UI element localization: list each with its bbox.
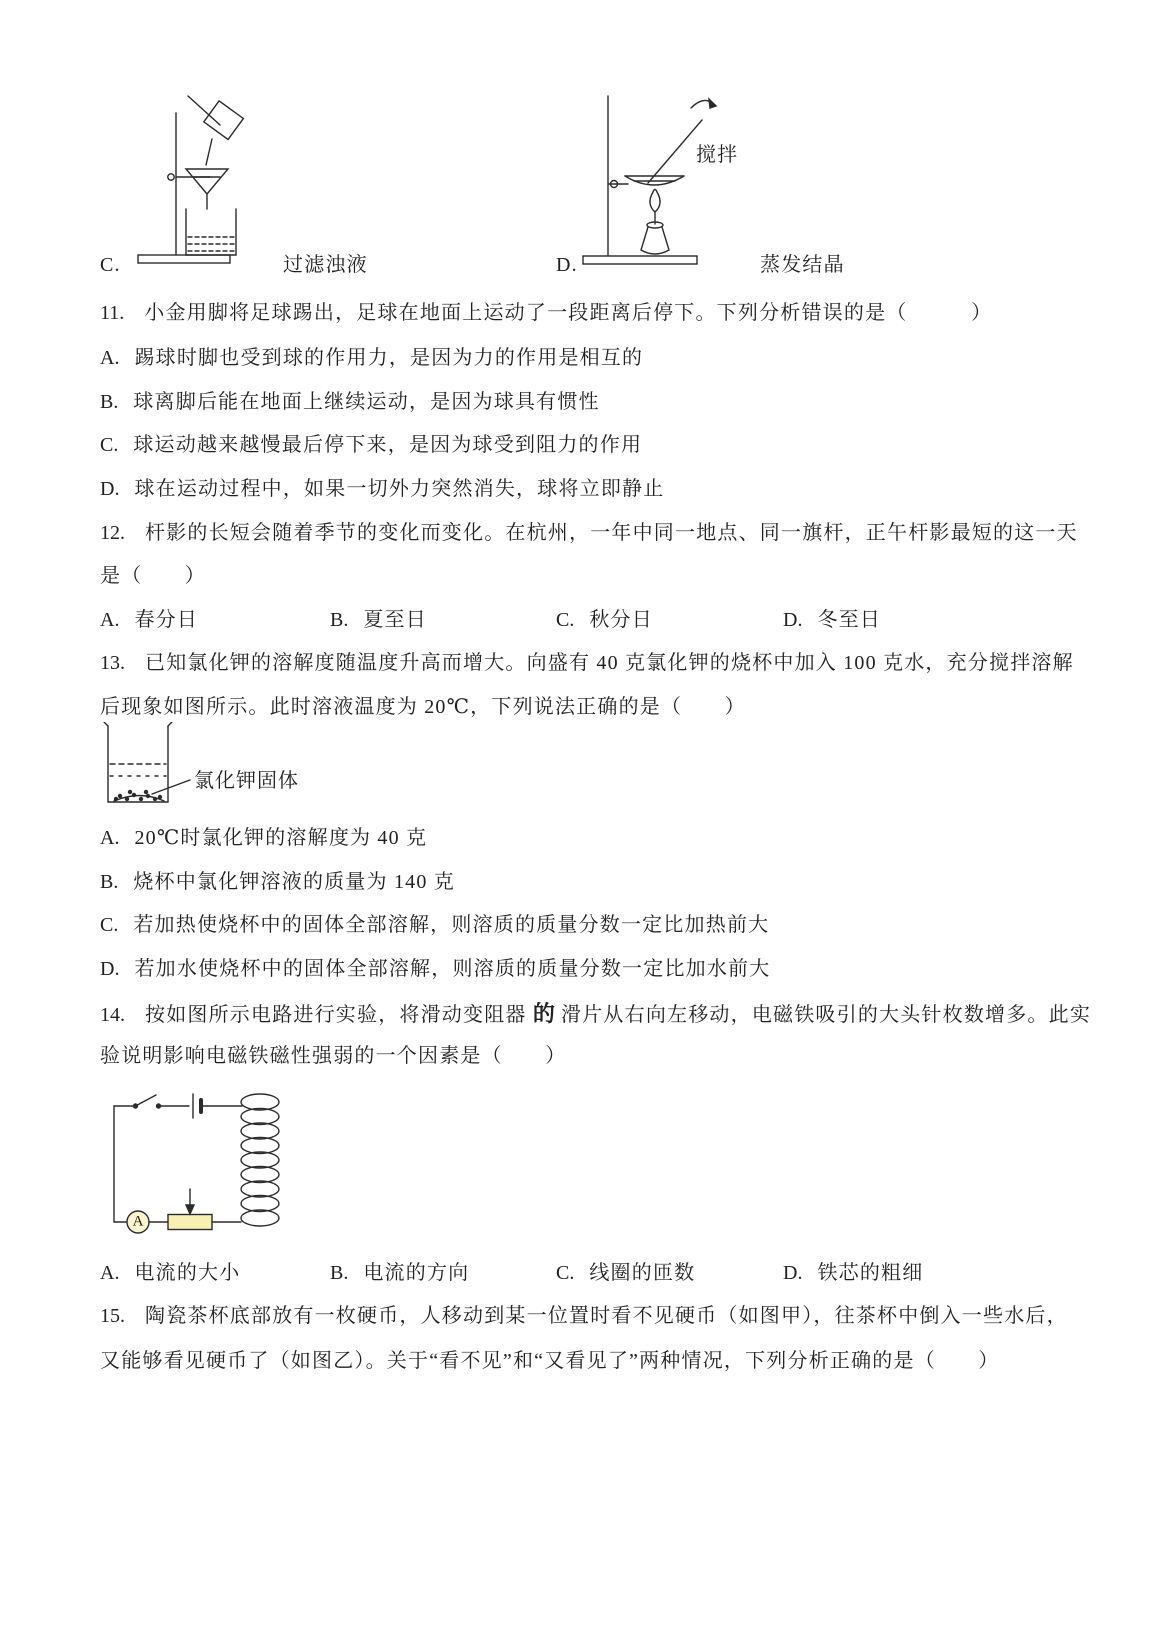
electromagnet-circuit-figure <box>100 1086 298 1238</box>
question-number: 13. <box>100 652 125 674</box>
option-label: A. <box>100 347 120 369</box>
question-11-option-c <box>100 432 642 458</box>
question-13-option-b <box>100 869 455 895</box>
question-15-stem-line2: 又能够看见硬币了（如图乙）。关于“看不见”和“又看见了”两种情况，下列分析正确的是（ ） <box>100 1350 1000 1372</box>
option-text: 球离脚后能在地面上继续运动，是因为球具有惯性 <box>133 391 600 413</box>
stir-arrowhead <box>709 99 716 108</box>
beaker-kcl-figure <box>100 722 192 812</box>
option-text: 20℃时氯化钾的溶解度为 40 克 <box>134 827 428 849</box>
solid-dot <box>154 798 157 801</box>
option-label: D. <box>783 609 803 631</box>
coil-loop <box>241 1094 279 1110</box>
receiving-beaker <box>186 209 236 255</box>
question-14-option-c <box>556 1260 695 1286</box>
question-13-option-a <box>100 825 427 851</box>
lamp-body <box>641 227 669 254</box>
solid-dot <box>145 791 148 794</box>
question-number: 12. <box>100 522 125 544</box>
solid-dot <box>159 796 162 799</box>
option-label: D. <box>100 958 120 980</box>
question-12-option-a <box>100 607 198 633</box>
question-12-option-b <box>330 607 427 633</box>
question-14-stem-line1 <box>100 1000 1091 1029</box>
option-label: A. <box>100 1262 120 1284</box>
solid-dot <box>129 791 132 794</box>
option-text: 踢球时脚也受到球的作用力，是因为力的作用是相互的 <box>134 347 644 369</box>
pouring-beaker <box>204 101 244 140</box>
option-d-label: D. <box>556 254 578 276</box>
question-14-option-b <box>330 1260 469 1286</box>
flame <box>650 190 660 213</box>
option-text: 电流的大小 <box>134 1262 241 1284</box>
stem-text: 已知氯化钾的溶解度随温度升高而增大。向盛有 40 克氯化钾的烧杯中加入 100 克水，充分搅拌溶解 <box>145 652 1074 674</box>
switch-lever <box>136 1095 157 1106</box>
funnel <box>186 169 228 194</box>
question-11-option-d <box>100 476 664 502</box>
option-label: D. <box>100 478 120 500</box>
option-label: C. <box>100 914 119 936</box>
beaker-lip <box>104 722 108 726</box>
slider-arrowhead <box>186 1205 194 1214</box>
question-11-option-b <box>100 389 600 415</box>
stem-text: 杆影的长短会随着季节的变化而变化。在杭州，一年中同一地点、同一旗杆，正午杆影最短的这一天 <box>145 522 1078 544</box>
coil-loop <box>241 1196 279 1212</box>
evaporation-apparatus-figure <box>578 86 728 278</box>
option-text: 线圈的匝数 <box>589 1262 696 1284</box>
question-11-option-a <box>100 345 643 371</box>
question-number: 11. <box>100 302 125 324</box>
stir-annotation: 搅拌 <box>696 144 738 166</box>
stem-text: 按如图所示电路进行实验，将滑动变阻器 <box>145 1004 533 1026</box>
option-label: C. <box>100 434 119 456</box>
coil-loop <box>241 1138 279 1154</box>
question-12-option-d <box>783 607 881 633</box>
option-text: 春分日 <box>134 609 199 631</box>
question-13-option-d <box>100 956 770 982</box>
option-text: 电流的方向 <box>363 1262 470 1284</box>
option-text: 夏至日 <box>363 609 427 631</box>
figure-d-caption: 蒸发结晶 <box>760 254 845 276</box>
question-12-stem-line1 <box>100 520 1078 546</box>
option-label: B. <box>100 871 119 893</box>
question-number: 14. <box>100 1004 125 1026</box>
option-text: 秋分日 <box>589 609 653 631</box>
kcl-solid-label: 氯化钾固体 <box>194 770 299 792</box>
option-c-label: C. <box>100 254 121 276</box>
figure-c-caption: 过滤浊液 <box>283 254 368 276</box>
solid-dot <box>133 794 136 797</box>
solid-dot <box>115 798 118 801</box>
question-13-stem-line2: 后现象如图所示。此时溶液温度为 20℃，下列说法正确的是（ ） <box>100 696 746 718</box>
question-15-stem-line1 <box>100 1303 1068 1329</box>
solid-dot <box>126 798 129 801</box>
label-pointer <box>152 780 190 794</box>
option-label: C. <box>556 609 575 631</box>
option-text: 若加水使烧杯中的固体全部溶解，则溶质的质量分数一定比加水前大 <box>134 958 771 980</box>
option-label: B. <box>330 609 349 631</box>
option-text: 烧杯中氯化钾溶液的质量为 140 克 <box>133 871 455 893</box>
liquid-stream <box>206 139 212 165</box>
question-13-stem-line1 <box>100 650 1074 676</box>
stirring-rod <box>648 120 702 183</box>
stem-text: 小金用脚将足球踢出，足球在地面上运动了一段距离后停下。下列分析错误的是（ ） <box>144 302 993 324</box>
question-14-stem-line2: 验说明影响电磁铁磁性强弱的一个因素是（ ） <box>100 1045 567 1067</box>
option-label: D. <box>783 1262 803 1284</box>
clamp-screw <box>168 174 174 180</box>
question-12-stem-line2: 是（ ） <box>100 565 206 587</box>
ammeter-letter: A <box>132 1213 144 1230</box>
option-text: 冬至日 <box>817 609 882 631</box>
option-label: A. <box>100 827 120 849</box>
coil-loop <box>241 1123 279 1139</box>
question-14-option-d <box>783 1260 923 1286</box>
question-11-stem <box>100 300 992 326</box>
coil-loop <box>241 1210 279 1226</box>
option-text: 球运动越来越慢最后停下来，是因为球受到阻力的作用 <box>133 434 643 456</box>
coil-loop <box>241 1109 279 1125</box>
option-label: A. <box>100 609 120 631</box>
option-text: 铁芯的粗细 <box>817 1262 924 1284</box>
option-label: B. <box>330 1262 349 1284</box>
stem-text: 滑片从右向左移动，电磁铁吸引的大头针枚数增多。此实 <box>554 1004 1092 1026</box>
option-text: 球在运动过程中，如果一切外力突然消失，球将立即静止 <box>134 478 665 500</box>
solid-dot <box>140 798 143 801</box>
question-number: 15. <box>100 1305 125 1327</box>
solid-dot <box>147 795 150 798</box>
rheostat <box>168 1215 212 1230</box>
stand-base <box>138 255 230 263</box>
coil-loop <box>241 1167 279 1183</box>
stem-bold-char: 的 <box>532 1001 555 1026</box>
option-text: 若加热使烧杯中的固体全部溶解，则溶质的质量分数一定比加热前大 <box>133 914 770 936</box>
solid-dot <box>119 795 122 798</box>
beaker-lip <box>168 722 172 726</box>
filtration-apparatus-figure <box>126 95 264 273</box>
option-label: B. <box>100 391 119 413</box>
stem-text: 陶瓷茶杯底部放有一枚硬币，人移动到某一位置时看不见硬币（如图甲），往茶杯中倒入一些水后， <box>145 1305 1068 1327</box>
option-label: C. <box>556 1262 575 1284</box>
coil-loop <box>241 1152 279 1168</box>
question-14-option-a <box>100 1260 240 1286</box>
question-12-option-c <box>556 607 653 633</box>
question-13-option-c <box>100 912 769 938</box>
stand-base <box>583 256 697 264</box>
coil-loop <box>241 1181 279 1197</box>
